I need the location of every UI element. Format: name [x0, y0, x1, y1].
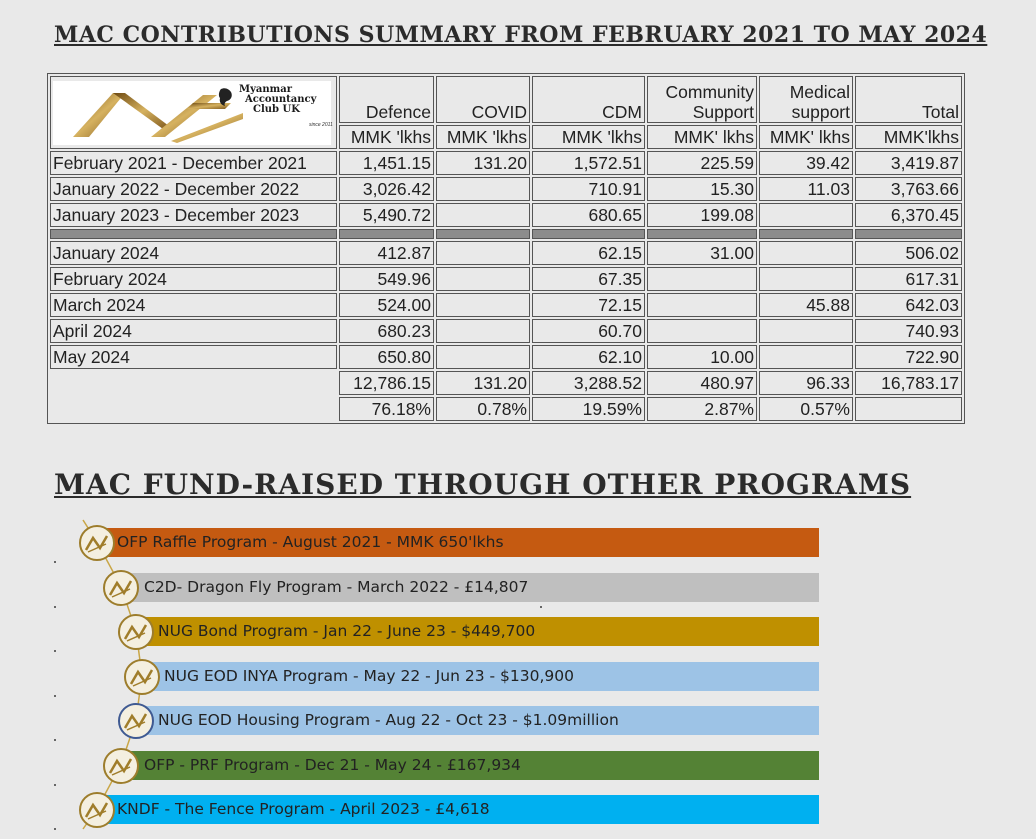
program-bar: [133, 706, 819, 735]
total-cell: 722.90: [855, 345, 962, 369]
period-cell: February 2024: [50, 267, 337, 291]
unit-community-support: MMK' lkhs: [647, 125, 757, 149]
covid-cell: 131.20: [436, 371, 530, 395]
program-bar: [93, 528, 819, 557]
header-row: [50, 76, 962, 123]
dot-marker: [54, 739, 56, 741]
dot-marker: [54, 784, 56, 786]
covid-cell: [436, 293, 530, 317]
period-cell: January 2024: [50, 241, 337, 265]
program-label: C2D- Dragon Fly Program - March 2022 - £14,807: [144, 577, 529, 596]
medical-cell: [759, 241, 853, 265]
defence-cell: 5,490.72: [339, 203, 434, 227]
header-total: Total: [855, 76, 962, 123]
total-cell: 642.03: [855, 293, 962, 317]
monthly-row: [50, 241, 962, 265]
dot-marker: [54, 650, 56, 652]
medical-cell: [759, 203, 853, 227]
header-defence: Defence: [339, 76, 434, 123]
community-cell: 15.30: [647, 177, 757, 201]
header-medical-support: Medical support: [759, 76, 853, 123]
dot-marker: [54, 695, 56, 697]
program-label: KNDF - The Fence Program - April 2023 - £4,618: [117, 800, 490, 818]
defence-cell: 412.87: [339, 241, 434, 265]
community-cell: [647, 267, 757, 291]
header-community-support: Community Support: [647, 76, 757, 123]
program-bar: [93, 795, 819, 824]
defence-cell: 650.80: [339, 345, 434, 369]
program-label: OFP Raffle Program - August 2021 - MMK 650'lkhs: [117, 533, 504, 551]
community-cell: [647, 319, 757, 343]
program-bar: [133, 617, 819, 646]
program-bar: [118, 751, 819, 780]
cdm-cell: 60.70: [532, 319, 645, 343]
mac-logo-bullet-icon: [79, 792, 115, 828]
covid-cell: [436, 267, 530, 291]
program-bar: [139, 662, 819, 691]
monthly-row: [50, 319, 962, 343]
total-cell: 6,370.45: [855, 203, 962, 227]
separator-cell: [759, 229, 853, 239]
medical-cell: 11.03: [759, 177, 853, 201]
cdm-cell: 62.10: [532, 345, 645, 369]
total-cell: 740.93: [855, 319, 962, 343]
dot-marker: [54, 828, 56, 830]
program-label: OFP - PRF Program - Dec 21 - May 24 - £167,934: [144, 755, 521, 774]
program-label: NUG EOD Housing Program - Aug 22 - Oct 23 - $1.09million: [158, 711, 619, 729]
covid-cell: [436, 177, 530, 201]
defence-cell: 3,026.42: [339, 177, 434, 201]
total-cell: 3,419.87: [855, 151, 962, 175]
medical-cell: 0.57%: [759, 397, 853, 421]
defence-cell: 524.00: [339, 293, 434, 317]
period-cell: March 2024: [50, 293, 337, 317]
medical-cell: 39.42: [759, 151, 853, 175]
separator-cell: [647, 229, 757, 239]
mac-logo-bullet-icon: [103, 748, 139, 784]
defence-cell: 12,786.15: [339, 371, 434, 395]
period-row: [50, 177, 962, 201]
covid-cell: [436, 241, 530, 265]
total-cell: [855, 397, 962, 421]
period-row: [50, 203, 962, 227]
community-cell: [647, 293, 757, 317]
separator-row: [50, 229, 962, 239]
separator-cell: [855, 229, 962, 239]
logo-since: since 2011: [309, 121, 333, 128]
community-cell: 31.00: [647, 241, 757, 265]
cdm-cell: 3,288.52: [532, 371, 645, 395]
program-label: NUG EOD INYA Program - May 22 - Jun 23 - $130,900: [164, 666, 574, 685]
period-cell: May 2024: [50, 345, 337, 369]
medical-cell: 96.33: [759, 371, 853, 395]
medical-cell: 45.88: [759, 293, 853, 317]
logo-line-3: Club UK: [253, 103, 300, 115]
cdm-cell: 72.15: [532, 293, 645, 317]
programs-title: MAC FUND-RAISED THROUGH OTHER PROGRAMS: [54, 468, 912, 501]
covid-cell: [436, 319, 530, 343]
unit-covid: MMK 'lkhs: [436, 125, 530, 149]
monthly-row: [50, 267, 962, 291]
dot-marker: [54, 606, 56, 608]
defence-cell: 549.96: [339, 267, 434, 291]
community-cell: 199.08: [647, 203, 757, 227]
unit-defence: MMK 'lkhs: [339, 125, 434, 149]
mac-logo-bullet-icon: [124, 659, 160, 695]
period-cell: February 2021 - December 2021: [50, 151, 337, 175]
covid-cell: 0.78%: [436, 397, 530, 421]
cdm-cell: 67.35: [532, 267, 645, 291]
medical-cell: [759, 319, 853, 343]
monthly-row: [50, 293, 962, 317]
mac-logo-bullet-icon: [79, 525, 115, 561]
unit-cdm: MMK 'lkhs: [532, 125, 645, 149]
dot-marker: [54, 561, 56, 563]
contributions-title: MAC CONTRIBUTIONS SUMMARY FROM FEBRUARY 2021 TO MAY 2024: [54, 22, 988, 48]
medical-cell: [759, 267, 853, 291]
separator-cell: [339, 229, 434, 239]
total-cell: 16,783.17: [855, 371, 962, 395]
mac-logo-bullet-icon: [118, 703, 154, 739]
period-cell: January 2023 - December 2023: [50, 203, 337, 227]
period-row: [50, 151, 962, 175]
separator-cell: [532, 229, 645, 239]
header-covid: COVID: [436, 76, 530, 123]
header-cdm: CDM: [532, 76, 645, 123]
percentages-row: [50, 397, 962, 421]
cdm-cell: 62.15: [532, 241, 645, 265]
totals-row: [50, 371, 962, 395]
contributions-table: [47, 73, 965, 424]
cdm-cell: 19.59%: [532, 397, 645, 421]
cdm-cell: 710.91: [532, 177, 645, 201]
medical-cell: [759, 345, 853, 369]
cdm-cell: 1,572.51: [532, 151, 645, 175]
defence-cell: 680.23: [339, 319, 434, 343]
monthly-row: [50, 345, 962, 369]
total-cell: 3,763.66: [855, 177, 962, 201]
separator-cell: [436, 229, 530, 239]
defence-cell: 1,451.15: [339, 151, 434, 175]
dot-marker: [540, 606, 542, 608]
total-cell: 506.02: [855, 241, 962, 265]
period-cell: January 2022 - December 2022: [50, 177, 337, 201]
mac-logo-bullet-icon: [118, 614, 154, 650]
program-bar: [118, 573, 819, 602]
program-label: NUG Bond Program - Jan 22 - June 23 - $449,700: [158, 622, 536, 640]
logo-line-2: Accountancy: [245, 93, 317, 105]
period-cell: April 2024: [50, 319, 337, 343]
covid-cell: [436, 345, 530, 369]
defence-cell: 76.18%: [339, 397, 434, 421]
mac-logo-bullet-icon: [103, 570, 139, 606]
total-cell: 617.31: [855, 267, 962, 291]
covid-cell: [436, 203, 530, 227]
community-cell: 225.59: [647, 151, 757, 175]
unit-medical-support: MMK' lkhs: [759, 125, 853, 149]
community-cell: 10.00: [647, 345, 757, 369]
cdm-cell: 680.65: [532, 203, 645, 227]
logo-line-1: Myanmar: [239, 83, 292, 95]
community-cell: 2.87%: [647, 397, 757, 421]
unit-total: MMK'lkhs: [855, 125, 962, 149]
community-cell: 480.97: [647, 371, 757, 395]
covid-cell: 131.20: [436, 151, 530, 175]
